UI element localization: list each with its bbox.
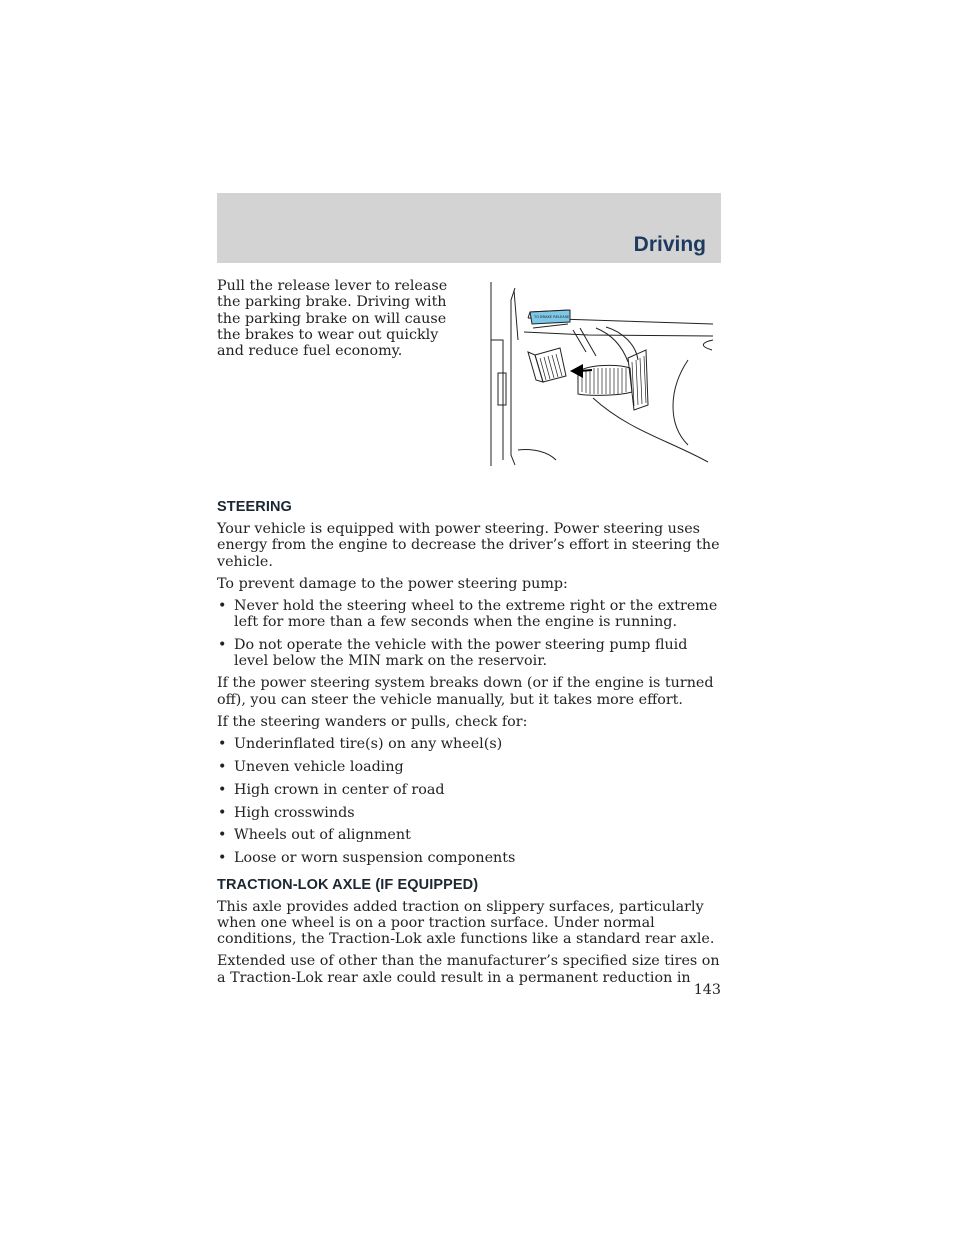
bullet-icon: • xyxy=(218,804,227,821)
steering-heading: STEERING xyxy=(217,499,292,515)
section-title: Driving xyxy=(633,233,706,256)
list-item: • Wheels out of alignment xyxy=(218,827,411,844)
list-item: • Loose or worn suspension components xyxy=(218,850,516,867)
steering-paragraph-3: If the power steering system breaks down (or if the engine is turned off), you can steer the vehicle manually, but it takes more effort. xyxy=(217,675,714,708)
list-item: • Uneven vehicle loading xyxy=(218,759,404,776)
traction-paragraph-1: This axle provides added traction on slippery surfaces, particularly when one wheel is on a poor traction surface. Under normal conditions, the Traction-Lok axle functions like a standard rear axle. xyxy=(217,898,715,948)
parking-brake-paragraph: Pull the release lever to release the parking brake. Driving with the parking brake on will cause the brakes to wear out quickly and reduce fuel economy. xyxy=(217,278,448,360)
steering-paragraph-4: If the steering wanders or pulls, check for: xyxy=(217,713,528,730)
list-item: • Underinflated tire(s) on any wheel(s) xyxy=(218,736,503,753)
bullet-icon: • xyxy=(218,636,227,653)
steering-check-list xyxy=(217,736,723,866)
page-number: 143 xyxy=(693,982,721,998)
parking-brake-illustration xyxy=(488,280,716,470)
bullet-icon: • xyxy=(218,736,227,753)
list-item: • Do not operate the vehicle with the power steering pump fluid level below the MIN mark on the reservoir. xyxy=(218,636,688,670)
release-label: TO BRAKE RELEASE xyxy=(534,315,570,319)
bullet-icon: • xyxy=(218,759,227,776)
list-item: • Never hold the steering wheel to the extreme right or the extreme left for more than a few seconds when the engine is running. xyxy=(218,598,718,631)
traction-lok-heading: TRACTION-LOK AXLE (IF EQUIPPED) xyxy=(217,876,479,893)
main-content xyxy=(217,499,723,992)
bullet-icon: • xyxy=(218,781,227,798)
section-header-bar xyxy=(217,193,721,263)
steering-paragraph-1: Your vehicle is equipped with power steering. Power steering uses energy from the engine to decrease the driver’s effort in steering the vehicle. xyxy=(217,521,720,570)
list-item: • High crown in center of road xyxy=(218,781,445,798)
bullet-icon: • xyxy=(218,850,227,867)
pedal-drawing xyxy=(488,280,716,470)
steering-paragraph-2: To prevent damage to the power steering pump: xyxy=(217,575,568,592)
bullet-icon: • xyxy=(218,827,227,844)
pump-warning-list xyxy=(217,598,723,669)
bullet-icon: • xyxy=(218,598,227,615)
list-item: • High crosswinds xyxy=(218,804,355,821)
traction-paragraph-2: Extended use of other than the manufacturer’s specified size tires on a Traction-Lok rear axle could result in a permanent reduction in xyxy=(217,953,720,986)
